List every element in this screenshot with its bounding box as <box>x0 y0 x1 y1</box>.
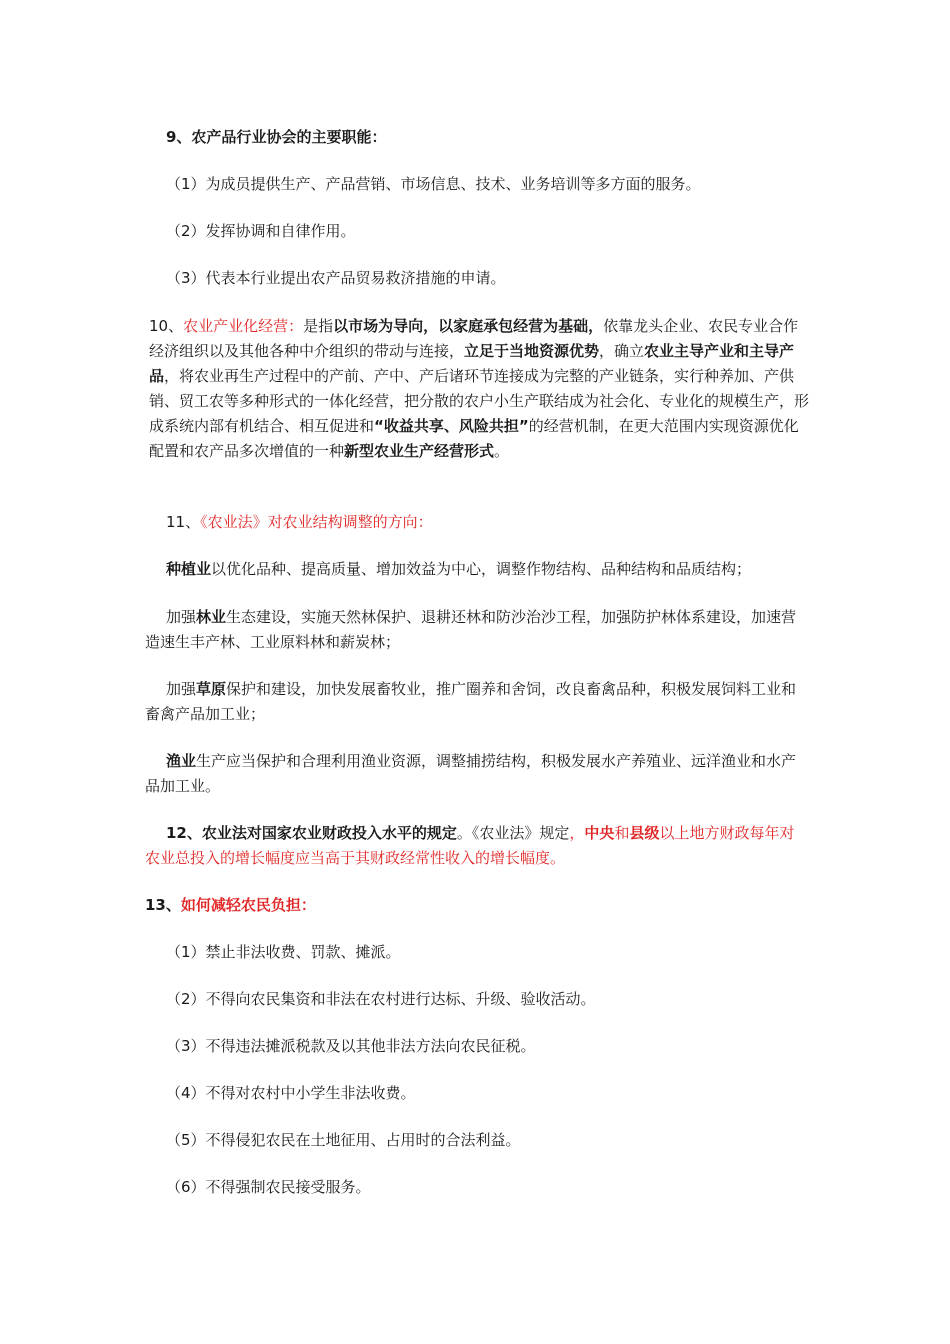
s10-text-6: 。 <box>494 442 510 460</box>
s12-red-1: ， <box>569 824 585 842</box>
s12-text-1: 。《农业法》规定 <box>456 824 570 842</box>
s12-red-3: 以上地方财政每年对农业总投入的增长幅度应当高于其财政经常性收入的增长幅度。 <box>145 824 795 867</box>
s11-fishery-term: 渔业 <box>166 752 197 770</box>
s10-bold-4: “收益共享、风险共担” <box>374 417 529 435</box>
s11-title: 《农业法》对农业结构调整的方向： <box>200 513 433 531</box>
s11-grassland <box>145 677 805 727</box>
s11-forestry-text: 生态建设，实施天然林保护、退耕还林和防沙治沙工程，加强防护林体系建设，加速营造速生丰产林、工业原料林和薪炭林； <box>145 608 797 651</box>
s10-text-1: 是指 <box>303 317 334 335</box>
s13-item-5: （5）不得侵犯农民在土地征用、占用时的合法利益。 <box>166 1131 521 1149</box>
s12-red-bold-county: 县级 <box>629 824 660 842</box>
s11-forestry <box>145 605 805 655</box>
s13-item-1: （1）禁止非法收费、罚款、摊派。 <box>166 943 401 961</box>
s11-planting-term: 种植业 <box>166 560 212 578</box>
s13-item-6: （6）不得强制农民接受服务。 <box>166 1178 371 1196</box>
s13-item-3: （3）不得违法摊派税款及以其他非法方法向农民征税。 <box>166 1037 536 1055</box>
s13-item-4: （4）不得对农村中小学生非法收费。 <box>166 1084 416 1102</box>
s9-item-2: （2）发挥协调和自律作用。 <box>166 222 356 240</box>
s11-forestry-pre: 加强 <box>166 608 197 626</box>
s11-grassland-term: 草原 <box>196 680 227 698</box>
s11-fishery-text: 生产应当保护和合理利用渔业资源，调整捕捞结构，积极发展水产养殖业、远洋渔业和水产品加工业。 <box>145 752 797 795</box>
s10-text-5: 的经营机制，在更大范围内实现资源优化配置和农产品多次增值的一种 <box>149 417 799 460</box>
s11-planting <box>145 557 826 582</box>
s10-term: 农业产业化经营： <box>183 317 304 335</box>
s10-text-4: ，将农业再生产过程中的产前、产中、产后诸环节连接成为完整的产业链条，实行种养加、产供销、贸工农等多种形式的一体化经营，把分散的农户小生产联结成为社会化、专业化的规模生产，形成系统内部有机结合、相互促进和 <box>149 367 810 435</box>
s10-bold-5: 新型农业生产经营形式 <box>344 442 495 460</box>
s13-number: 13、 <box>145 896 181 914</box>
s12-paragraph <box>145 821 805 871</box>
s10-bold-1: 以市场为导向，以家庭承包经营为基础， <box>333 317 604 335</box>
s11-grassland-text: 保护和建设，加快发展畜牧业，推广圈养和舍饲，改良畜禽品种，积极发展饲料工业和畜禽产品加工业； <box>145 680 797 723</box>
s13-title: 如何减轻农民负担： <box>180 896 316 914</box>
s11-number: 11、 <box>166 513 201 531</box>
s10-text-3: ，确立 <box>599 342 645 360</box>
s11-grassland-pre: 加强 <box>166 680 197 698</box>
s10-bold-3: 农业主导产业和主导产品 <box>149 342 795 385</box>
s12-heading: 12、农业法对国家农业财政投入水平的规定 <box>166 824 457 842</box>
s10-number: 10、 <box>149 317 184 335</box>
s10-paragraph <box>145 314 809 464</box>
s11-heading <box>145 510 826 535</box>
s12-red-2: 和 <box>614 824 630 842</box>
s10-bold-2: 立足于当地资源优势 <box>464 342 600 360</box>
s10-text-2: 依靠龙头企业、农民专业合作经济组织以及其他各种中介组织的带动与连接， <box>149 317 799 360</box>
s12-red-bold-central: 中央 <box>584 824 615 842</box>
s11-planting-text: 以优化品种、提高质量、增加效益为中心，调整作物结构、品种结构和品质结构； <box>211 560 752 578</box>
s13-item-2: （2）不得向农民集资和非法在农村进行达标、升级、验收活动。 <box>166 990 596 1008</box>
s9-item-3: （3）代表本行业提出农产品贸易救济措施的申请。 <box>166 269 506 287</box>
s13-heading <box>145 893 805 918</box>
s9-item-1: （1）为成员提供生产、产品营销、市场信息、技术、业务培训等多方面的服务。 <box>166 175 701 193</box>
s9-heading: 9、农产品行业协会的主要职能： <box>166 128 387 146</box>
s11-fishery <box>145 749 805 799</box>
s11-forestry-term: 林业 <box>196 608 227 626</box>
